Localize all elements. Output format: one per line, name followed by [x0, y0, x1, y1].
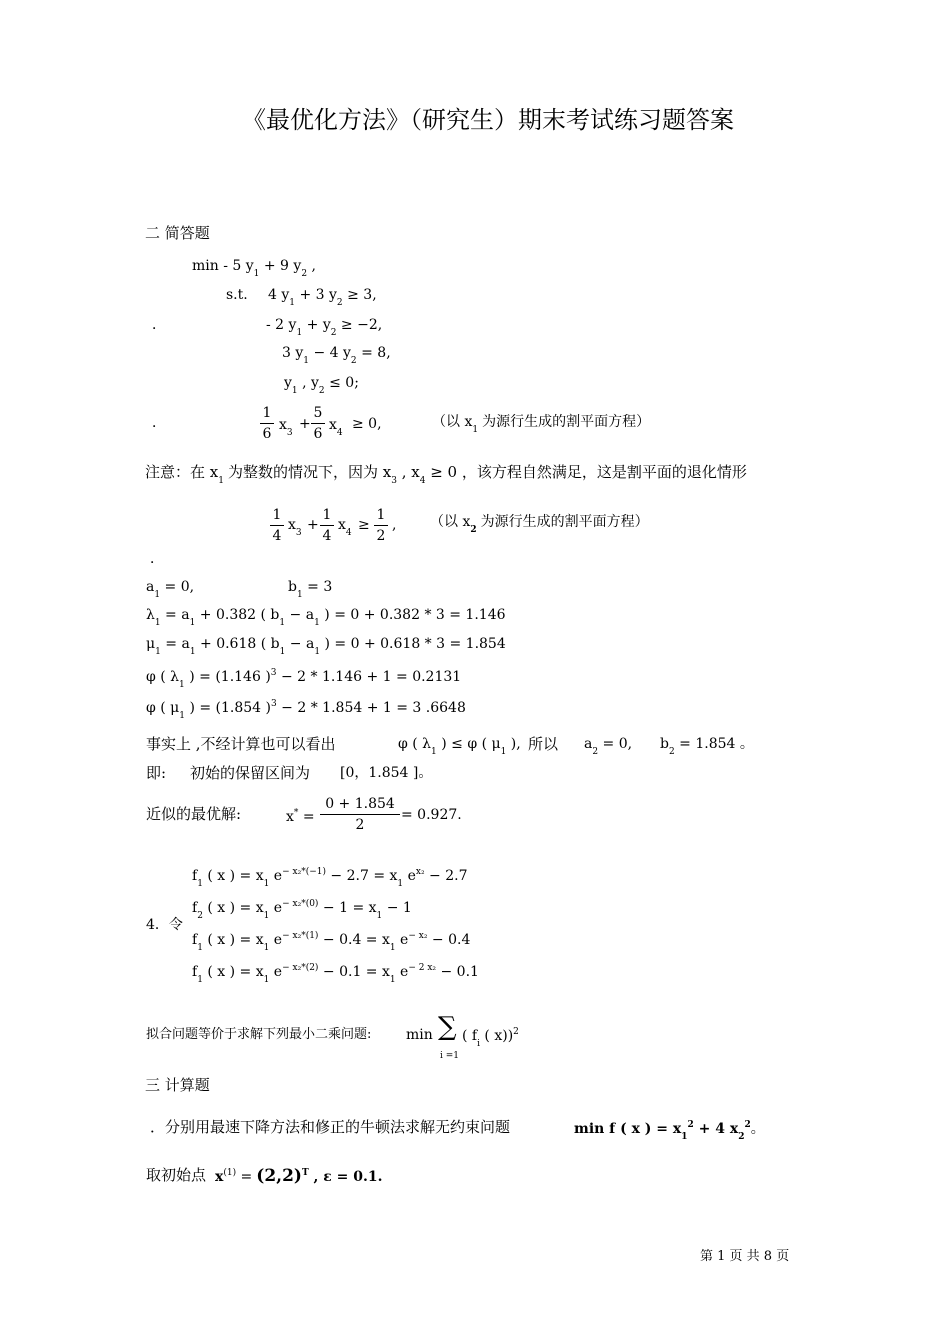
cut1-note: （以 $x_1$ 为源行生成的割平面方程） [432, 414, 651, 435]
approx-x: x* = [286, 808, 315, 825]
q4-eq-4: $f_1$ ( x ) = $x_1$ $e^{- x_2*(2)} - 0.1 = x_1$ $e^{- 2 x_2} - 0.1$ [192, 963, 479, 985]
q4-eq-1: $f_1$ ( x ) = $x_1$ $e^{- x_2*(-1)} - 2.7 = x_1$ $e^{x_2} - 2.7$ [192, 867, 468, 889]
approx-result: = 0.927. [401, 807, 462, 823]
list-dot: ． [150, 551, 164, 567]
golden-line-5: φ ( $\mu_1$ ) = (1.854 )$^3$ − 2 * 1.854 + 1 = 3 .6648 [146, 699, 466, 721]
cut1-x4: $x_4$ [329, 417, 343, 438]
fact-a2: $a_2 = 0$, [584, 736, 633, 757]
initial-point-label: 取初始点 [146, 1166, 207, 1184]
interval-label: 即: [146, 764, 167, 782]
initial-point-formula: $x^{(1)} = (2,2)^T$ , ε = 0.1. [215, 1166, 383, 1186]
page-footer: 第 1 页 共 8 页 [700, 1249, 790, 1264]
q4-eq-3: $f_1$ ( x ) = $x_1$ $e^{- x_2*(1)} - 0.4 = x_1$ $e^{- x_2} - 0.4$ [192, 931, 471, 953]
section-heading-3: 三 计算题 [145, 1076, 210, 1094]
list-dot: ． [152, 415, 166, 431]
fraction: 1 6 [260, 404, 274, 443]
cut1-x3: $x_3$ [279, 417, 293, 438]
fraction: 1 4 [320, 506, 334, 545]
golden-line-3: $\mu_1 = a_1 + 0.618$ ( $b_1 - a_1$ ) = 0 + 0.618 * 3 = 1.854 [146, 636, 506, 657]
lp-constraint-1: 4 $y_1 + 3$ $y_2 \ge 3$, [268, 287, 377, 308]
fact-line: 事实上 ,不经计算也可以看出 [146, 735, 336, 753]
sigma-symbol: ∑ [438, 1012, 457, 1042]
q4-eq-2: $f_2$ ( x ) = $x_1$ $e^{- x_2*(0)} - 1 = x_1 - 1$ [192, 899, 412, 921]
fact-comparison: φ ( $\lambda_1$ ) ≤ φ ( $\mu_1$ ), [398, 736, 521, 757]
fraction: 5 6 [311, 404, 325, 443]
least-squares-min: min [406, 1027, 433, 1043]
golden-line-1b: $b_1 = 3$ [288, 579, 333, 600]
golden-line-2: $\lambda_1 = a_1 + 0.382$ ( $b_1 - a_1$ ) = 0 + 0.382 * 3 = 1.146 [146, 607, 506, 628]
least-squares-label: 拟合问题等价于求解下列最小二乘问题: [146, 1027, 372, 1042]
cut2-comma: , [392, 517, 397, 533]
lp-constraint-3: 3 $y_1 - 4$ $y_2 = 8$, [282, 345, 391, 366]
golden-line-1: $a_1 = 0$, [146, 579, 195, 600]
approx-fraction: 0 + 1.854 2 [320, 795, 400, 834]
section-heading-2: 二 简答题 [145, 224, 210, 242]
fact-b2: $b_2 = 1.854$ 。 [660, 736, 754, 757]
sigma-subscript: i =1 [440, 1051, 460, 1061]
interval-value: [0，1.854 ]。 [340, 765, 433, 781]
cut2-x4: $x_4$ [338, 517, 352, 538]
cut2-note: （以 $x_2$ 为源行生成的割平面方程） [430, 514, 649, 535]
lp-constraint-4: $y_1$ , $y_2 \le 0$; [284, 375, 359, 396]
problem-1-text: ．分别用最速下降方法和修正的牛顿法求解无约束问题 [150, 1118, 511, 1136]
lp-st-label: s.t. [226, 287, 248, 303]
lp-constraint-2: - 2 $y_1 + y_2 \ge -2$, [266, 317, 383, 338]
cut2-plus: + [307, 517, 319, 533]
lp-objective: min - 5 $y_1 + 9$ $y_2$ , [192, 258, 316, 279]
page-title: 《最优化方法》（研究生）期末考试练习题答案 [242, 106, 734, 134]
cut2-x3: $x_3$ [288, 517, 302, 538]
cut2-geq: ≥ [358, 517, 370, 533]
list-dot: ． [152, 317, 166, 333]
fact-so: 所以 [528, 735, 559, 753]
cut1-rhs: ≥ 0, [352, 416, 382, 432]
cut1-plus: + [299, 416, 311, 432]
golden-line-4: φ ( $\lambda_1$ ) = (1.146 )$^3$ − 2 * 1.146 + 1 = 0.2131 [146, 668, 462, 690]
least-squares-term: ( $f_i$ ( x))$^2$ [462, 1027, 519, 1049]
approx-label: 近似的最优解: [146, 805, 242, 823]
q4-label: 4．令 [146, 917, 183, 933]
problem-1-formula: min f ( x ) = $x_1^2 + 4$ $x_2^2$。 [574, 1120, 765, 1142]
interval-desc: 初始的保留区间为 [190, 764, 311, 782]
fraction: 1 2 [374, 506, 388, 545]
fraction: 1 4 [270, 506, 284, 545]
note-line: 注意：在 $x_1$ 为整数的情况下，因为 $x_3$ , $x_4 \ge 0$ ，该方程自然满足，这是割平面的退化情形 [145, 463, 747, 486]
